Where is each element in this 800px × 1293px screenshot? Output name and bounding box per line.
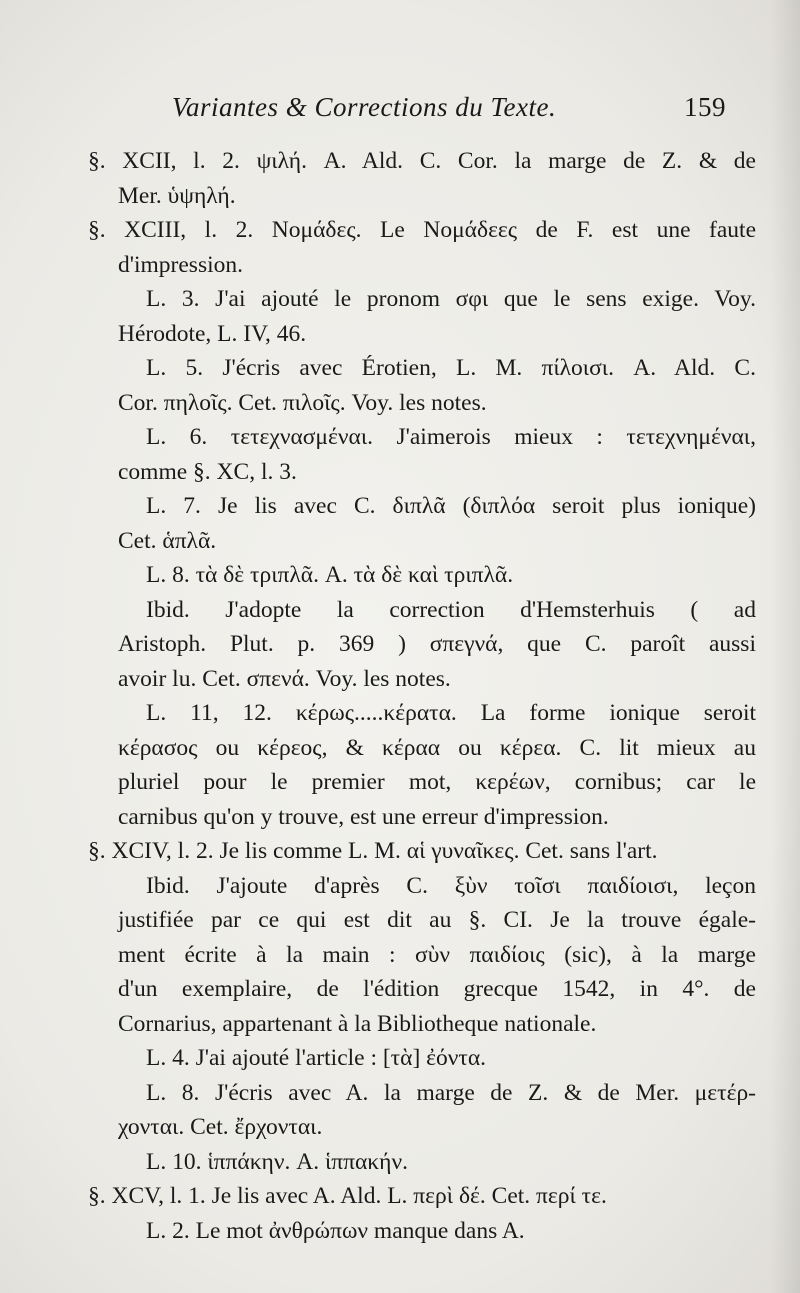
- text-line: pluriel pour le premier mot, κερέων, cornibus; car le: [118, 769, 756, 795]
- page-header: [172, 92, 772, 132]
- text-line: L. 4. J'ai ajouté l'article : [τὰ] ἐόντα.: [146, 1045, 487, 1071]
- text-line: L. 7. Je lis avec C. διπλᾶ (διπλόα seroit plus ionique): [146, 493, 756, 519]
- text-line: L. 6. τετεχνασμέναι. J'aimerois mieux : τετεχνημέναι,: [146, 424, 756, 450]
- text-line: carnibus qu'on y trouve, est une erreur d'impression.: [118, 803, 609, 830]
- page-fold-shadow: [770, 0, 800, 1293]
- text-line: L. 3. J'ai ajouté le pronom σφι que le sens exige. Voy.: [146, 286, 756, 312]
- text-line: L. 8. τὰ δὲ τριπλᾶ. A. τὰ δὲ καὶ τριπλᾶ.: [146, 562, 514, 588]
- text-line: Hérodote, L. IV, 46.: [118, 320, 307, 347]
- text-line: avoir lu. Cet. σπενά. Voy. les notes.: [118, 665, 451, 692]
- text-line: Aristoph. Plut. p. 369 ) σπεγνά, que C. paroît aussi: [118, 631, 756, 657]
- text-line: L. 2. Le mot ἀνθρώπων manque dans A.: [146, 1217, 525, 1244]
- text-line: L. 11, 12. κέρως.....κέρατα. La forme ionique seroit: [146, 700, 756, 726]
- text-line: χονται. Cet. ἔρχονται.: [118, 1114, 323, 1140]
- text-line: §. XCII, l. 2. ψιλή. A. Ald. C. Cor. la marge de Z. & de: [88, 148, 756, 174]
- text-line: Mer. ὑψηλή.: [118, 182, 236, 209]
- text-line: Cornarius, appartenant à la Bibliotheque nationale.: [118, 1010, 597, 1037]
- body-text: [88, 144, 756, 1248]
- text-line: κέρασος ou κέρεος, & κέραα ou κέρεα. C. lit mieux au: [118, 734, 756, 761]
- text-line: §. XCIV, l. 2. Je lis comme L. M. αἱ γυναῖκες. Cet. sans l'art.: [88, 838, 658, 864]
- text-line: d'impression.: [118, 251, 243, 278]
- text-line: §. XCV, l. 1. Je lis avec A. Ald. L. περὶ δέ. Cet. περί τε.: [88, 1183, 607, 1209]
- text-line: L. 8. J'écris avec A. la marge de Z. & de Mer. μετέρ-: [146, 1079, 756, 1106]
- text-line: d'un exemplaire, de l'édition grecque 1542, in 4°. de: [118, 976, 756, 1002]
- page-number: 159: [684, 92, 726, 122]
- text-line: Cet. ἁπλᾶ.: [118, 527, 217, 554]
- text-line: comme §. XC, l. 3.: [118, 458, 297, 485]
- text-line: ment écrite à la main : σὺν παιδίοις (sic), à la marge: [118, 941, 756, 968]
- text-line: justifiée par ce qui est dit au §. CI. Je la trouve égale-: [118, 907, 756, 933]
- text-line: Ibid. J'adopte la correction d'Hemsterhuis ( ad: [146, 596, 756, 623]
- text-line: L. 5. J'écris avec Érotien, L. M. πίλοισι. A. Ald. C.: [146, 355, 756, 381]
- text-line: Cor. πηλοῖς. Cet. πιλοῖς. Voy. les notes.: [118, 389, 487, 416]
- text-line: L. 10. ἱππάκην. A. ἱππακήν.: [146, 1148, 408, 1175]
- running-title: Variantes & Corrections du Texte.: [172, 92, 557, 122]
- text-line: §. XCIII, l. 2. Νομάδες. Le Νομάδεες de F. est une faute: [88, 217, 756, 243]
- text-line: Ibid. J'ajoute d'après C. ξὺν τοῖσι παιδίοισι, leçon: [146, 872, 756, 899]
